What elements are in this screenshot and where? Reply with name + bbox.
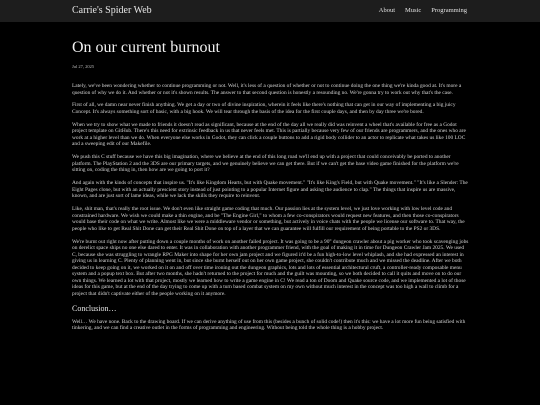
site-title[interactable]: Carrie's Spider Web [72, 5, 152, 16]
post-body [72, 83, 470, 332]
post-paragraph: When we try to show what we made to friends it doesn't read as significant, because at the end of the day all we really did was reinvent a wheel that's available for free as a Godot project template on GitHub. There's this need for extrinsic feedback in us that never feels met. This is partially because very few of our friends are programmers, and the ones who are work at a higher level than we do. When everyone else works in Godot, they can click a couple buttons to add a rigid body collider to an actor to replicate what takes us like 100 LOC and a sweeping edit of our Makefile. [72, 121, 466, 148]
nav-link-music[interactable]: Music [405, 7, 422, 14]
post-date: Jul 27, 2025 [72, 64, 95, 69]
nav-link-about[interactable]: About [378, 7, 395, 14]
nav-link-programming[interactable]: Programming [431, 7, 467, 14]
post-paragraph: We push this C stuff because we have this big imagination, where we believe at the end of this long road we'll end up with a project that could conceivably be ported to another platform. The PlayStation 2 and the 3DS are our primary targets, and we genuinely believe we can get there. But if we can't get the base video game finished for the platform we're sitting on, coding the thing in, then how are we going to port it? [72, 154, 459, 174]
post-paragraph: Like, shit man, that's really the root issue. We don't even like straight game coding that much. Our passion lies at the system level, we just love working with low level code and constrained hardware. We wish we could make a thin engine, and be "The Engine Girl," to whom a few co-conspirators would request new features, and then those co-conspirators would base their code on what we write. Almost like we were a middleware vendor or something, but actively in voice chats with the people we license our software to. That way, the people who like to get Real Shit Done can get their Real Shit Done on top of a layer that we can guarantee will fulfill our requirement of being portable to the PS2 or 3DS. [72, 206, 465, 232]
post-paragraph: And again with the kinds of concepts that inspire us. "It's like Kingdom Hearts, but with Quake movement." "It's like King's Field, but with Quake movement." "It's like a Slender: The Eight Pages clone, but with an actually prescient story instead of just pointing to a popular Internet figure and asking the audience to clap." The things that inspire us are massive, known, and are just sort of lame ideas, while we lack the skills they require to reinvent. [72, 180, 468, 200]
post-title: On our current burnout [72, 39, 220, 56]
post-content [72, 38, 470, 338]
post-paragraph: We're burnt out right now after putting down a couple months of work on another failed project. It was going to be a 90° dungeon crawler about a pig worker who took scavenging jobs on derelict space ships no one else dared to enter. It was in collaboration with another programmer friend, with the goal of making it in time for Dungeon Crawler Jam 2025. We used C, because she was struggling to wrangle RPG Maker into shape for her own jam project and we figured it'd be a fun high-to-low level whiplash, and she had expressed an interest in giving us in learning C. Plenty of planning went in, but since she burnt herself out on her own game project, she couldn't contribute much and we missed the deadline. After we both decided to keep going on it, we worked on it on and off over time ironing out the dungeon graphics, lots and lots of essential architectural cruft, a controller-ready composable menu system and a popup text box. But after two months, she hadn't returned to the project for much and the guilt was mounting, so we both decided to call it quits and move on to do our own things. We learned a lot with that project, mostly we learned how to write a game engine in C! We read a ton of Doom and Quake source code, and we implemented a lot of those ideas for this game, but at the end of the day trying to come up with a turn based combat system on my own without much interest in the concept was too high a wall to climb for a project that didn't captivate either of the people working on it anymore. [72, 238, 469, 297]
conclusion-paragraph: Well… We have none. Back to the drawing board. If we can derive anything of use from this (besides a bunch of solid code!) then it's this: we have a lot more fun being satisfied with tinkering, and we can find a creative outlet in the forms of programming and engineering. Without being told the whole thing is a hobby project. [72, 318, 466, 332]
post-paragraph: Lately, we've been wondering whether to continue programming or not. Well, it's less of a question of whether or not to continue doing the one thing we're kinda good at. It's more a question of why we do it. And whether or not it's shown results. The answer to that second question is honestly a resounding no. We're gonna try to work out why that's the case. [72, 83, 462, 96]
conclusion-heading: Conclusion… [72, 303, 117, 313]
top-navigation-bar [0, 0, 540, 22]
nav-menu [379, 7, 467, 14]
post-paragraph: First of all, we damn near never finish anything. We get a day or two of divine inspiration, wherein it feels like there's nothing that can get in our way of implementing a big juicy Concept. It's always something sort of basic, with a big hook. We will tear through the basis of the idea for the first couple days, and then by day three we're bored. [72, 102, 456, 115]
